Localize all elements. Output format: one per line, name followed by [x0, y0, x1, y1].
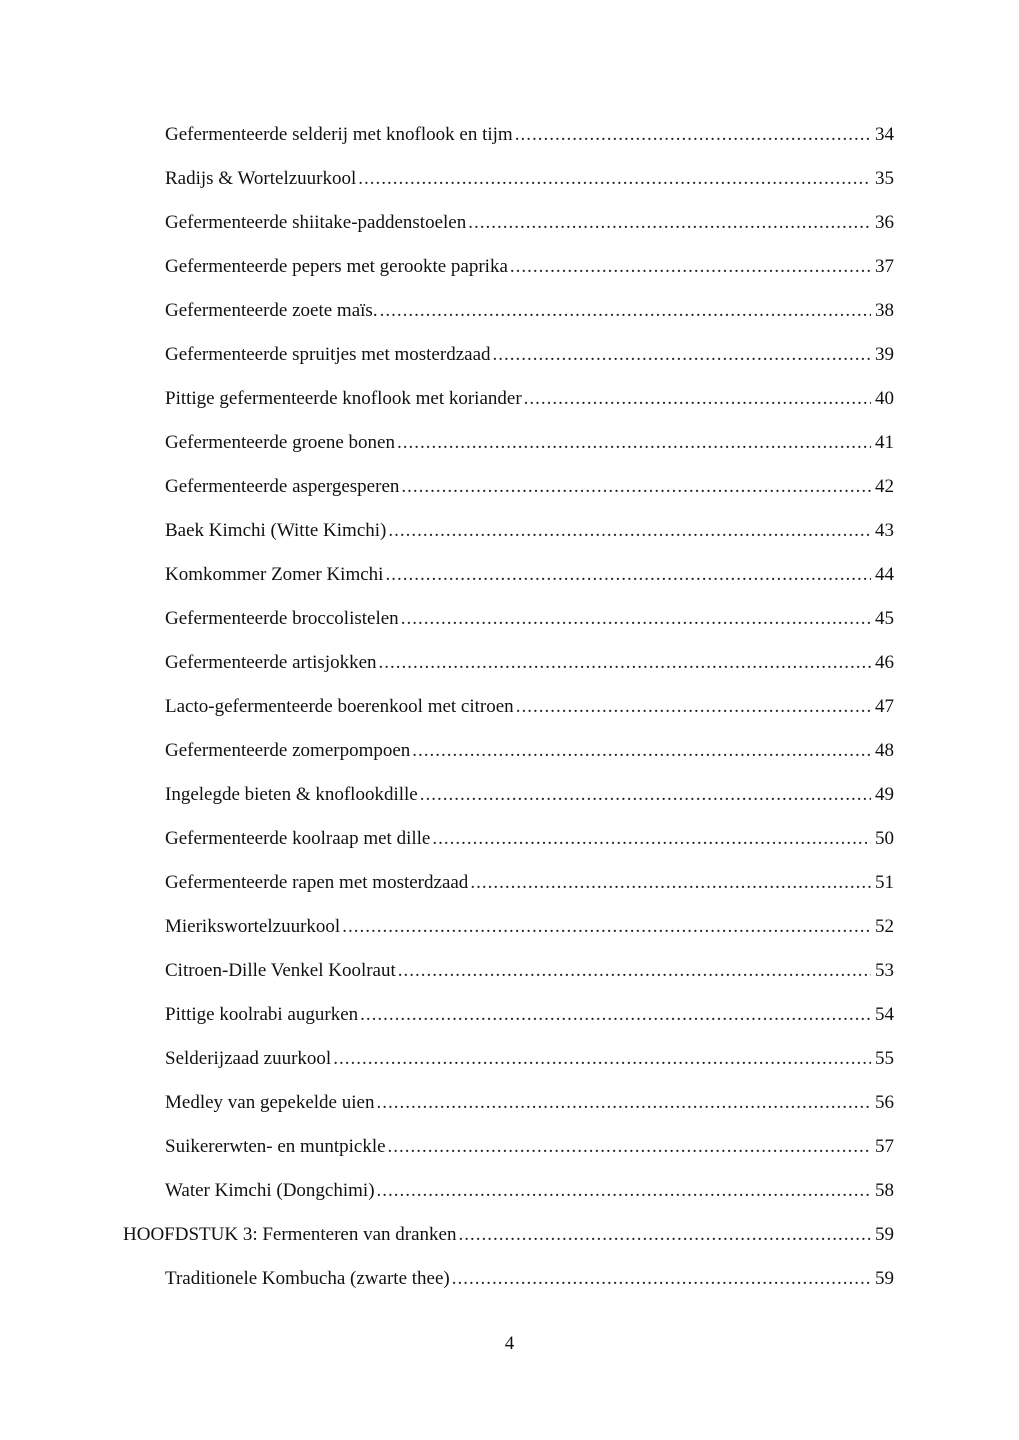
dot-leader: [510, 245, 871, 289]
dot-leader: [388, 509, 871, 553]
toc-entry[interactable]: [0, 245, 1019, 289]
toc-entry-title: Medley van gepekelde uien: [165, 1092, 375, 1113]
dot-leader: [333, 1037, 871, 1081]
toc-entry-page: 55: [875, 1048, 894, 1069]
dot-leader: [377, 1169, 871, 1213]
dot-leader: [376, 1081, 871, 1125]
table-of-contents: [0, 113, 1019, 1301]
toc-entry-title: Gefermenteerde artisjokken: [165, 652, 377, 673]
toc-entry[interactable]: [0, 641, 1019, 685]
dot-leader: [342, 905, 871, 949]
dot-leader: [388, 1125, 871, 1169]
toc-entry-title: Gefermenteerde broccolistelen: [165, 608, 399, 629]
toc-entry-page: 56: [875, 1092, 894, 1113]
toc-entry[interactable]: [0, 157, 1019, 201]
dot-leader: [380, 289, 871, 333]
toc-entry-page: 52: [875, 916, 894, 937]
dot-leader: [493, 333, 872, 377]
toc-entry-page: 38: [875, 300, 894, 321]
toc-entry-page: 39: [875, 344, 894, 365]
dot-leader: [452, 1257, 871, 1301]
toc-entry-page: 34: [875, 124, 894, 145]
toc-entry-page: 44: [875, 564, 894, 585]
toc-entry[interactable]: [0, 817, 1019, 861]
dot-leader: [412, 729, 871, 773]
toc-entry-title: Baek Kimchi (Witte Kimchi): [165, 520, 387, 541]
toc-entry-page: 57: [875, 1136, 894, 1157]
toc-entry-title: Citroen-Dille Venkel Koolraut: [165, 960, 396, 981]
page-number: 4: [504, 1333, 515, 1354]
toc-entry-page: 36: [875, 212, 894, 233]
dot-leader: [515, 113, 871, 157]
toc-entry-page: 43: [875, 520, 894, 541]
toc-entry-title: Gefermenteerde spruitjes met mosterdzaad: [165, 344, 491, 365]
toc-entry[interactable]: [0, 729, 1019, 773]
toc-entry-title: Gefermenteerde shiitake-paddenstoelen: [165, 212, 467, 233]
dot-leader: [420, 773, 871, 817]
toc-entry[interactable]: [0, 685, 1019, 729]
toc-entry-title: Selderijzaad zuurkool: [165, 1048, 332, 1069]
toc-entry[interactable]: [0, 465, 1019, 509]
toc-entry-title: Lacto-gefermenteerde boerenkool met citroen: [165, 696, 514, 717]
dot-leader: [401, 597, 871, 641]
toc-entry-title: Gefermenteerde selderij met knoflook en tijm: [165, 124, 513, 145]
toc-entry[interactable]: [0, 1169, 1019, 1213]
toc-entry-title: Water Kimchi (Dongchimi): [165, 1180, 375, 1201]
dot-leader: [358, 157, 871, 201]
toc-entry-page: 45: [875, 608, 894, 629]
toc-entry[interactable]: [0, 993, 1019, 1037]
dot-leader: [524, 377, 871, 421]
toc-entry-page: 59: [875, 1224, 894, 1245]
toc-entry[interactable]: [0, 201, 1019, 245]
toc-entry[interactable]: [0, 377, 1019, 421]
toc-entry[interactable]: [0, 861, 1019, 905]
toc-entry-page: 47: [875, 696, 894, 717]
dot-leader: [379, 641, 871, 685]
toc-entry[interactable]: [0, 949, 1019, 993]
toc-entry-page: 59: [875, 1268, 894, 1289]
toc-entry-page: 51: [875, 872, 894, 893]
toc-entry-page: 54: [875, 1004, 894, 1025]
toc-entry-page: 53: [875, 960, 894, 981]
dot-leader: [516, 685, 871, 729]
toc-entry[interactable]: [0, 553, 1019, 597]
toc-entry-page: 48: [875, 740, 894, 761]
toc-entry-page: 37: [875, 256, 894, 277]
toc-entry[interactable]: [0, 1081, 1019, 1125]
toc-entry-title: Mierikswortelzuurkool: [165, 916, 341, 937]
toc-chapter-title: HOOFDSTUK 3: Fermenteren van dranken: [123, 1224, 457, 1245]
toc-entry-page: 49: [875, 784, 894, 805]
toc-entry[interactable]: [0, 1125, 1019, 1169]
toc-entry-title: Gefermenteerde pepers met gerookte paprika: [165, 256, 508, 277]
dot-leader: [398, 949, 871, 993]
dot-leader: [468, 201, 871, 245]
toc-entry-title: Ingelegde bieten & knoflookdille: [165, 784, 418, 805]
toc-entry[interactable]: [0, 1257, 1019, 1301]
toc-entry[interactable]: [0, 905, 1019, 949]
toc-entry-title: Traditionele Kombucha (zwarte thee): [165, 1268, 450, 1289]
dot-leader: [458, 1213, 871, 1257]
toc-entry-title: Suikererwten- en muntpickle: [165, 1136, 386, 1157]
dot-leader: [360, 993, 871, 1037]
dot-leader: [385, 553, 871, 597]
toc-entry-title: Radijs & Wortelzuurkool: [165, 168, 357, 189]
toc-entry-page: 50: [875, 828, 894, 849]
toc-entry[interactable]: [0, 113, 1019, 157]
toc-entry-title: Komkommer Zomer Kimchi: [165, 564, 384, 585]
toc-entry[interactable]: [0, 333, 1019, 377]
toc-entry-page: 46: [875, 652, 894, 673]
toc-entry-title: Gefermenteerde zomerpompoen: [165, 740, 411, 761]
toc-entry[interactable]: [0, 1037, 1019, 1081]
dot-leader: [432, 817, 871, 861]
toc-entry-title: Gefermenteerde groene bonen: [165, 432, 395, 453]
toc-chapter-entry[interactable]: [0, 1213, 1019, 1257]
toc-entry-page: 42: [875, 476, 894, 497]
toc-entry-page: 58: [875, 1180, 894, 1201]
dot-leader: [401, 465, 871, 509]
toc-entry[interactable]: [0, 597, 1019, 641]
dot-leader: [470, 861, 871, 905]
toc-entry-page: 40: [875, 388, 894, 409]
toc-entry-title: Gefermenteerde zoete maïs.: [165, 300, 378, 321]
toc-entry-title: Gefermenteerde rapen met mosterdzaad: [165, 872, 469, 893]
toc-entry[interactable]: [0, 509, 1019, 553]
toc-entry[interactable]: [0, 773, 1019, 817]
toc-entry-title: Gefermenteerde aspergesperen: [165, 476, 400, 497]
toc-entry-title: Pittige koolrabi augurken: [165, 1004, 359, 1025]
toc-entry-page: 41: [875, 432, 894, 453]
toc-entry-title: Gefermenteerde koolraap met dille: [165, 828, 431, 849]
toc-entry[interactable]: [0, 289, 1019, 333]
dot-leader: [397, 421, 871, 465]
toc-entry-page: 35: [875, 168, 894, 189]
toc-entry[interactable]: [0, 421, 1019, 465]
toc-entry-title: Pittige gefermenteerde knoflook met koriander: [165, 388, 522, 409]
